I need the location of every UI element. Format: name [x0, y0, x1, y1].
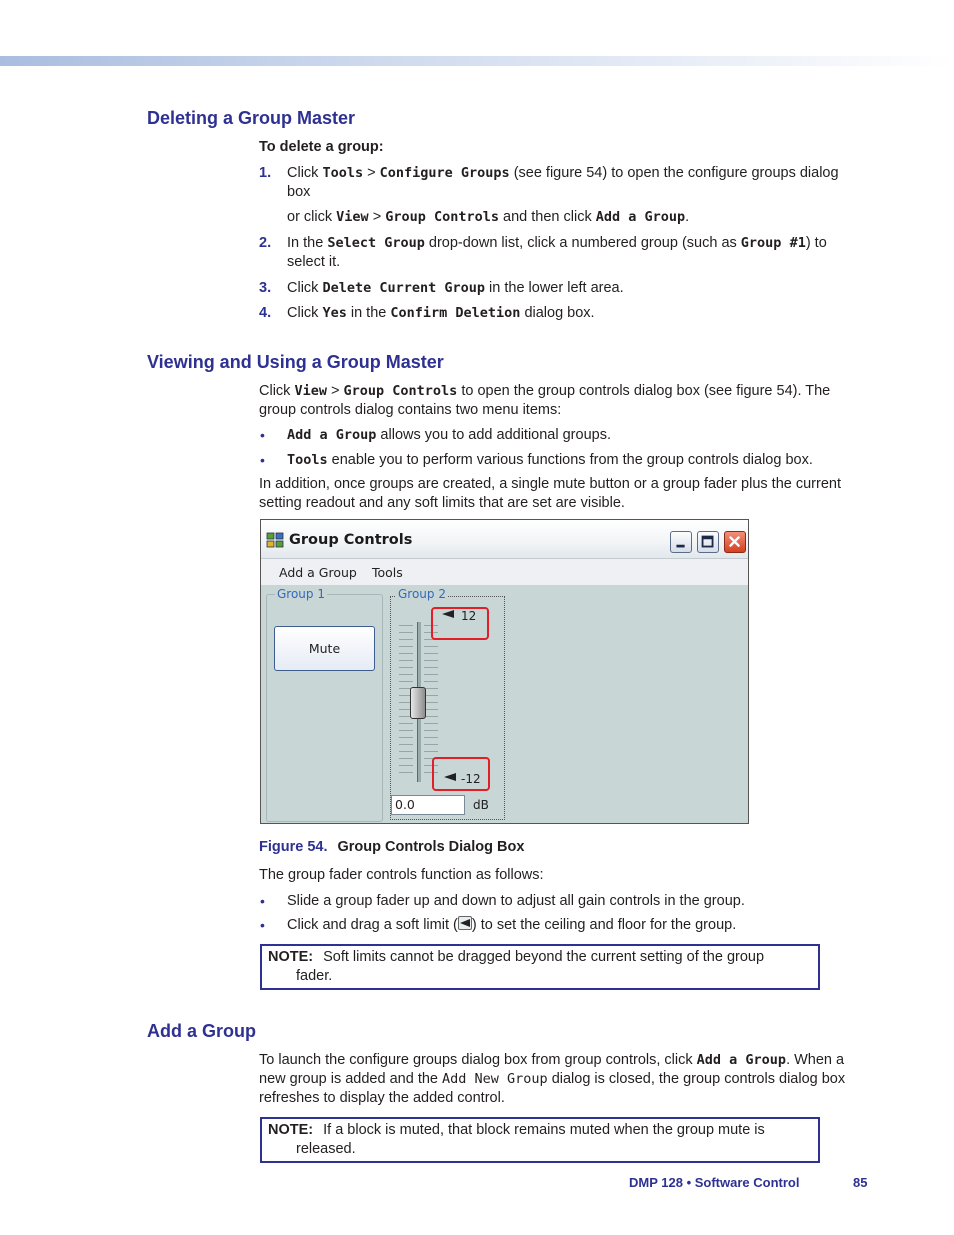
- upper-limit-value: 12: [461, 609, 477, 623]
- fader-scale-right: [424, 625, 438, 779]
- bullet-item: Slide a group fader up and down to adjust all gain controls in the group.: [287, 893, 745, 909]
- upper-limit-highlight: [431, 607, 489, 640]
- procedure-lead: To delete a group:: [259, 139, 384, 155]
- fader-thumb[interactable]: [410, 687, 426, 719]
- viewing-paragraph-3: The group fader controls function as follows:: [259, 867, 544, 883]
- fader-value-input[interactable]: 0.0: [391, 795, 465, 815]
- bullet-icon: •: [260, 893, 265, 909]
- heading-viewing-group-master: Viewing and Using a Group Master: [147, 352, 444, 372]
- mute-button[interactable]: Mute: [274, 626, 375, 671]
- header-gradient-bar: [0, 56, 954, 66]
- figure-caption: [259, 839, 524, 855]
- fader-unit-label: dB: [473, 798, 489, 812]
- step-2-text: In the Select Group drop-down list, click a numbered group (such as Group #1) to select it.: [287, 235, 827, 270]
- step-4-text: Click Yes in the Confirm Deletion dialog box.: [287, 305, 595, 321]
- dialog-title: Group Controls: [289, 532, 413, 548]
- bullet-item: Add a Group allows you to add additional groups.: [287, 427, 611, 443]
- maximize-button[interactable]: [697, 531, 719, 553]
- bullet-item: Tools enable you to perform various functions from the group controls dialog box.: [287, 452, 813, 468]
- note-text: If a block is muted, that block remains muted when the group mute is: [323, 1122, 765, 1138]
- group-1-label: Group 1: [277, 587, 325, 601]
- footer-product: DMP 128 • Software Control: [629, 1175, 800, 1190]
- page-number: 85: [853, 1175, 868, 1190]
- note-label: NOTE:: [268, 1122, 314, 1138]
- dialog-titlebar[interactable]: [261, 520, 748, 559]
- menu-tools[interactable]: Tools: [372, 565, 403, 580]
- note-label: NOTE:: [268, 949, 314, 965]
- step-number: 2.: [259, 235, 272, 251]
- close-icon: [725, 532, 745, 552]
- note-box: [260, 944, 820, 990]
- step-number: 3.: [259, 280, 272, 296]
- heading-add-a-group: Add a Group: [147, 1021, 256, 1041]
- maximize-icon: [698, 532, 718, 552]
- step-number: 1.: [259, 165, 272, 181]
- viewing-paragraph-2: In addition, once groups are created, a single mute button or a group fader plus the current setting readout and any soft limits that are set are visible.: [259, 476, 841, 511]
- heading-deleting-group-master: Deleting a Group Master: [147, 108, 356, 128]
- figure-number: Figure 54.: [259, 839, 328, 855]
- minimize-icon: [671, 532, 691, 552]
- close-button[interactable]: [724, 531, 746, 553]
- bullet-icon: •: [260, 917, 265, 933]
- viewing-paragraph-1: Click View > Group Controls to open the group controls dialog box (see figure 54). The group controls dialog contains two menu items:: [259, 383, 831, 418]
- soft-limit-icon: [458, 916, 472, 930]
- app-icon: [266, 532, 284, 548]
- note-box: [260, 1117, 820, 1163]
- dialog-menubar: [261, 559, 748, 585]
- step-1-alternative: or click View > Group Controls and then click Add a Group.: [287, 209, 690, 225]
- note-text-continued: released.: [296, 1141, 356, 1157]
- step-1-text: Click Tools > Configure Groups (see figure 54) to open the configure groups dialog box: [287, 165, 839, 200]
- bullet-item: Click and drag a soft limit ( ) to set the ceiling and floor for the group.: [287, 917, 737, 933]
- menu-add-a-group[interactable]: Add a Group: [279, 565, 357, 580]
- minimize-button[interactable]: [670, 531, 692, 553]
- dialog-client-area: [261, 586, 748, 824]
- group-2-label: Group 2: [398, 587, 446, 601]
- lower-limit-highlight: [432, 757, 490, 791]
- bullet-icon: •: [260, 427, 265, 443]
- note-text-continued: fader.: [296, 968, 333, 984]
- bullet-icon: •: [260, 452, 265, 468]
- step-number: 4.: [259, 305, 272, 321]
- add-group-paragraph: To launch the configure groups dialog box from group controls, click Add a Group. When a new group is added and the Add New Group dialog is closed, the group controls dialog box refreshes to display the added control.: [259, 1052, 846, 1106]
- step-3-text: Click Delete Current Group in the lower left area.: [287, 280, 624, 296]
- note-text: Soft limits cannot be dragged beyond the current setting of the group: [323, 949, 765, 965]
- lower-limit-value: -12: [461, 772, 481, 786]
- figure-title: Group Controls Dialog Box: [337, 839, 525, 855]
- group-controls-dialog: [260, 519, 749, 824]
